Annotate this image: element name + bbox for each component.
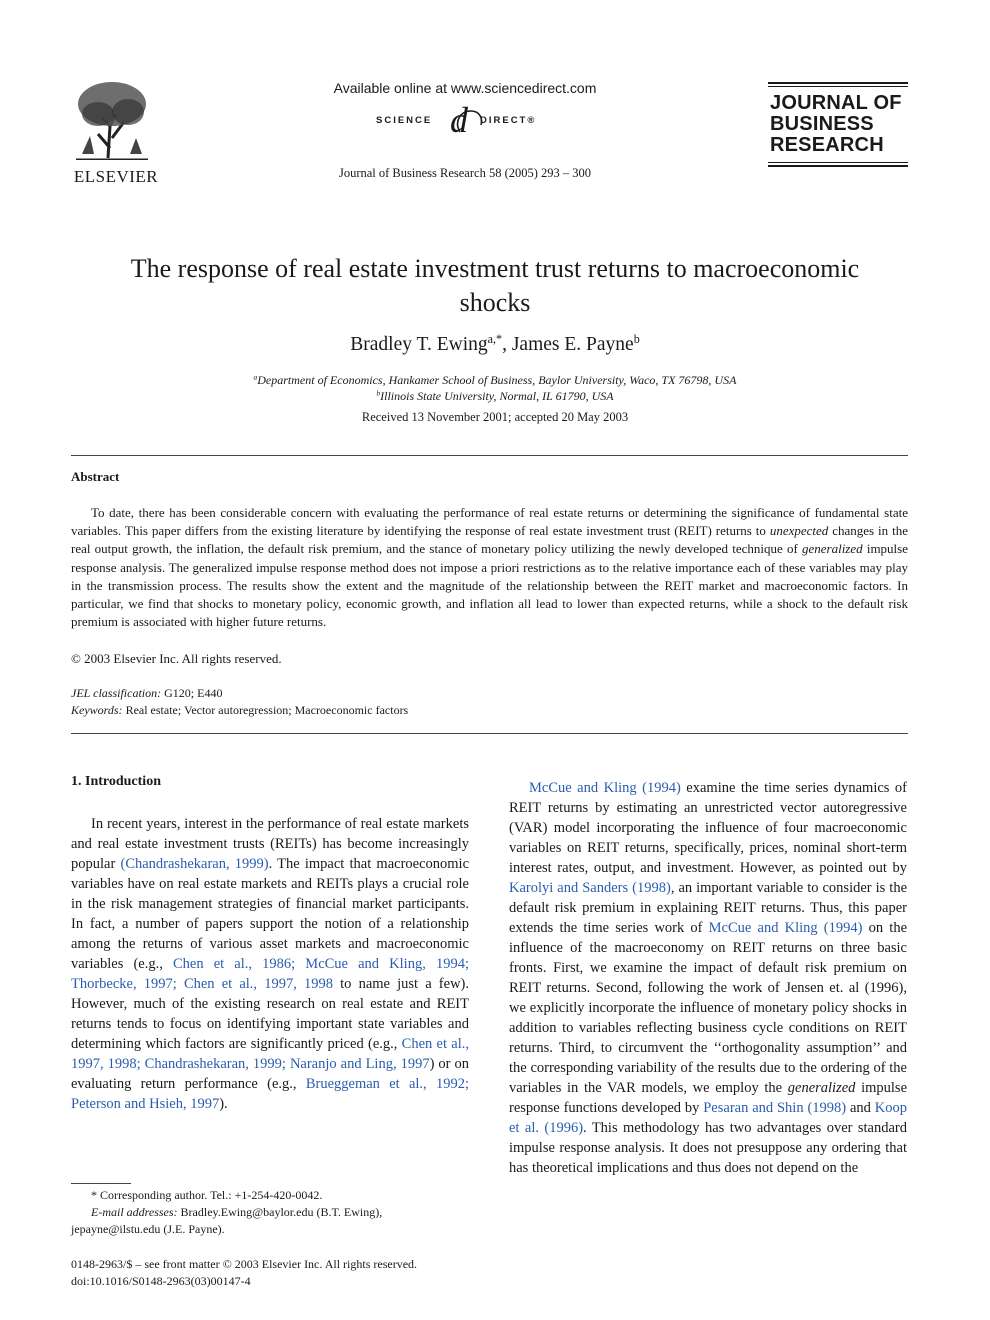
- author-name[interactable]: Bradley T. Ewing: [350, 334, 488, 355]
- received-dates: Received 13 November 2001; accepted 20 May 2003: [361, 410, 629, 424]
- body-text: examine the time series dynamics of REIT returns by estimating an unrestricted vector autoregressive (VAR) model incorporating the influence of four macroeconomic variables on REIT returns, specifically, prices, nominal short-term interest rates, output, and investment. However, as pointed out by: [509, 780, 908, 876]
- article-title: The response of real estate investment trust returns to macroeconomic shocks: [130, 254, 860, 317]
- body-text: on the influence of the macroeconomy on REIT returns on three basic fronts. First, we examine the impact of default risk premium on REIT returns. Second, following the work of Jensen et. al (1996), we explicitly incorporate the influence of monetary policy shocks in addition to variables reflecting business cycle conditions on REIT returns. Third, to circumvent the ‘‘orthogonality assumption’’ and the corresponding variability of the results due to the ordering of the variables in the VAR models, we employ the: [509, 920, 908, 1096]
- author-list: [120, 331, 870, 356]
- jel-label: JEL classification:: [71, 686, 162, 700]
- column-right-text: [509, 778, 907, 1178]
- body-text: , an important variable to consider is the default risk premium in explaining REIT returns. Thus, this paper extends the time series work of: [509, 880, 908, 936]
- author-affiliation-marker: a,*: [487, 331, 503, 346]
- keywords: [71, 703, 408, 718]
- affiliation-b: [120, 388, 870, 404]
- section-heading: 1. Introduction: [71, 774, 161, 789]
- keywords-label: Keywords:: [71, 703, 123, 717]
- citation-link[interactable]: Koop et al. (1996): [509, 1100, 908, 1136]
- affiliation-marker: a: [253, 372, 258, 382]
- body-text: In recent years, interest in the performance of real estate markets and real estate investment trusts (REITs) has become increasingly popular: [71, 816, 469, 872]
- abstract-body: [71, 504, 908, 631]
- jel-value: G120; E440: [161, 686, 223, 700]
- body-text: to name just a few). However, much of the existing research on real estate and REIT returns tends to focus on identifying important state variables and determining which factors are significantly priced (e.g.,: [71, 976, 469, 1052]
- abstract-heading: Abstract: [71, 469, 120, 484]
- journal-logo: [768, 82, 908, 167]
- body-text: and: [846, 1100, 875, 1116]
- journal-logo-rule: [768, 165, 908, 167]
- citation-link[interactable]: Chen et al., 1986; McCue and Kling, 1994; Thorbecke, 1997; Chen et al., 1997, 1998: [71, 956, 469, 992]
- abstract-emphasis: generalized: [801, 541, 863, 557]
- sciencedirect-logo: [360, 100, 570, 140]
- doi-line[interactable]: doi:10.1016/S0148-2963(03)00147-4: [71, 1274, 251, 1288]
- sd-direct-text: DIRECT®: [480, 115, 537, 126]
- column-left-text: [71, 814, 469, 1114]
- citation-link[interactable]: Chen et al., 1997, 1998; Chandrashekaran, 1999; Naranjo and Ling, 1997: [71, 1036, 469, 1072]
- email-label: E-mail addresses:: [91, 1205, 178, 1219]
- publisher-logo: [68, 78, 164, 187]
- elsevier-tree-icon: [72, 78, 152, 160]
- abstract-text: changes in the real output growth, the inflation, the default risk premium, and the stance of monetary policy utilizing the newly developed technique of: [71, 523, 908, 557]
- issn-line: 0148-2963/$ – see front matter © 2003 Elsevier Inc. All rights reserved.: [71, 1257, 418, 1271]
- jel-classification: [71, 686, 222, 701]
- footnote-divider: [71, 1183, 131, 1184]
- keywords-value: Real estate; Vector autoregression; Macroeconomic factors: [122, 703, 409, 717]
- citation-link[interactable]: McCue and Kling (1994): [708, 920, 863, 936]
- email-addresses[interactable]: Bradley.Ewing@baylor.edu (B.T. Ewing), jepayne@ilstu.edu (J.E. Payne).: [71, 1205, 383, 1236]
- citation-link[interactable]: (Chandrashekaran, 1999): [120, 856, 269, 872]
- citation-link[interactable]: Brueggeman et al., 1992; Peterson and Hsieh, 1997: [71, 1076, 469, 1112]
- abstract-text: impulse response analysis. The generalized impulse response method does not impose a priori restrictions as to the relative importance each of these variables may play in the transmission process. The results show the extent and the magnitude of the relationship between the REIT market and macroeconomic factors. In particular, we find that shocks to monetary policy, economic growth, and inflation all lead to lower than expected returns, while a shock to the default risk premium is associated with higher future returns.: [71, 541, 908, 630]
- journal-title-line: RESEARCH: [770, 134, 884, 156]
- author-affiliation-marker: b: [633, 331, 640, 346]
- journal-citation: Journal of Business Research 58 (2005) 293 – 300: [338, 166, 592, 180]
- divider: [71, 455, 908, 456]
- front-matter: [71, 1256, 491, 1290]
- available-online-text: Available online at www.sciencedirect.com: [333, 80, 597, 96]
- footnotes: [71, 1187, 469, 1238]
- citation-link[interactable]: Karolyi and Sanders (1998): [509, 880, 671, 896]
- corresponding-author-note: * Corresponding author. Tel.: +1-254-420-0042.: [91, 1188, 323, 1202]
- journal-title: [768, 87, 908, 160]
- body-emphasis: generalized: [787, 1080, 856, 1096]
- affiliation-text: Department of Economics, Hankamer School of Business, Baylor University, Waco, TX 76798, USA: [257, 373, 737, 387]
- abstract-copyright: © 2003 Elsevier Inc. All rights reserved.: [71, 651, 282, 666]
- body-text: ) or on evaluating return performance (e.g.,: [71, 1056, 469, 1092]
- abstract-emphasis: unexpected: [769, 523, 829, 539]
- citation-link[interactable]: Pesaran and Shin (1998): [703, 1100, 847, 1116]
- affiliations: [120, 372, 870, 404]
- sd-at-symbol: d: [450, 100, 468, 140]
- citation-link[interactable]: McCue and Kling (1994): [529, 780, 681, 796]
- body-text: ).: [219, 1096, 228, 1112]
- divider: [71, 733, 908, 734]
- sd-at-ring-icon: [454, 108, 484, 138]
- sd-science-text: SCIENCE: [376, 115, 433, 126]
- affiliation-marker: b: [376, 388, 381, 398]
- body-text: . This methodology has two advantages over standard impulse response analysis. It does not presuppose any ordering that has theoretical implications and thus does not depend on the: [509, 1120, 907, 1176]
- affiliation-text: Illinois State University, Normal, IL 61790, USA: [380, 389, 614, 403]
- journal-logo-rule: [768, 82, 908, 84]
- abstract-text: To date, there has been considerable concern with evaluating the performance of real estate returns or determining the significance of fundamental state variables. This paper differs from the existing literature by identifying the response of real estate investment trust (REIT) returns to: [71, 505, 908, 539]
- journal-logo-rule: [768, 162, 908, 163]
- journal-title-line: BUSINESS: [770, 113, 874, 135]
- email-note: [71, 1204, 469, 1238]
- publisher-name: ELSEVIER: [73, 167, 159, 186]
- body-text: . The impact that macroeconomic variables have on real estate markets and REITs plays a crucial role in the risk management strategies of financial market participants. In fact, a number of papers support the notion of a relationship among the returns of various asset markets and macroeconomic variables (e.g.,: [71, 856, 470, 972]
- body-text: impulse response functions developed by: [509, 1080, 908, 1116]
- author-separator: ,: [502, 334, 512, 355]
- affiliation-a: [120, 372, 870, 388]
- author-name[interactable]: James E. Payne: [511, 334, 634, 355]
- journal-title-line: JOURNAL OF: [770, 92, 902, 114]
